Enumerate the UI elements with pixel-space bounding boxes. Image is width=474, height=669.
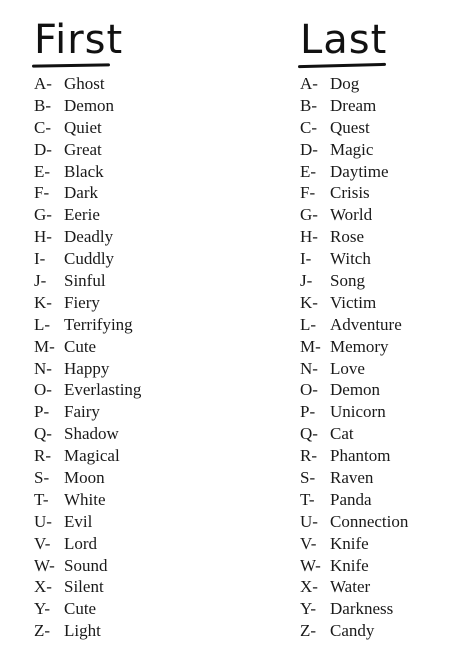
last-entry-letter: Y- xyxy=(300,599,317,619)
last-entry-word: Memory xyxy=(330,336,389,356)
first-entry-word: Magical xyxy=(64,446,120,466)
last-entry xyxy=(300,248,408,270)
first-entry xyxy=(34,270,141,292)
first-entry xyxy=(34,423,141,445)
last-entry xyxy=(300,139,408,161)
last-entry xyxy=(300,73,408,95)
first-entry-letter: B- xyxy=(34,95,51,115)
first-entry xyxy=(34,576,141,598)
last-entry-word: World xyxy=(330,205,373,225)
last-entry xyxy=(300,95,408,117)
first-entry-letter: M- xyxy=(34,336,55,356)
first-entry-word: Fiery xyxy=(64,292,100,312)
first-entry-word: Lord xyxy=(64,533,98,553)
last-entry-word: Adventure xyxy=(330,314,402,334)
last-entry-letter: S- xyxy=(300,468,316,488)
last-entry-letter: R- xyxy=(300,446,317,466)
last-entry xyxy=(300,161,408,183)
first-entry-letter: A- xyxy=(34,74,52,93)
first-entry-word: Evil xyxy=(64,511,93,531)
first-entry-letter: X- xyxy=(34,577,52,597)
last-entry-letter: T- xyxy=(300,489,315,509)
first-entry xyxy=(34,555,141,577)
first-entry-letter: V- xyxy=(34,533,51,553)
last-entry-letter: N- xyxy=(300,358,318,378)
first-entry-letter: F- xyxy=(34,183,50,203)
first-entry xyxy=(34,379,141,401)
first-entry-letter: Z- xyxy=(34,621,51,641)
first-entry-letter: Q- xyxy=(34,424,52,444)
last-entry xyxy=(300,533,408,555)
last-entry xyxy=(300,270,408,292)
last-entry xyxy=(300,467,408,489)
last-entry xyxy=(300,445,408,467)
first-entry xyxy=(34,204,141,226)
last-entry-word: Dog xyxy=(330,74,360,93)
first-entry-letter: P- xyxy=(34,402,50,422)
last-entry xyxy=(300,489,408,511)
first-entry-word: Sound xyxy=(64,555,108,575)
last-entry-letter: W- xyxy=(300,555,321,575)
last-entry-word: Cat xyxy=(330,424,354,444)
first-entry xyxy=(34,467,141,489)
last-entry xyxy=(300,182,408,204)
last-entry-word: Quest xyxy=(330,117,370,137)
last-entry xyxy=(300,598,408,620)
last-entry-letter: B- xyxy=(300,95,317,115)
last-heading xyxy=(300,18,387,68)
first-entry-letter: S- xyxy=(34,468,50,488)
last-entry-word: Crisis xyxy=(330,183,370,203)
last-entry-letter: V- xyxy=(300,533,317,553)
last-entry-word: Demon xyxy=(330,380,381,400)
last-entry-letter: A- xyxy=(300,74,318,93)
first-entry-word: Great xyxy=(64,139,102,159)
last-entry-letter: X- xyxy=(300,577,318,597)
first-entry-word: White xyxy=(64,489,106,509)
last-entry xyxy=(300,117,408,139)
first-entry-word: Moon xyxy=(64,468,105,488)
last-entry-word: Phantom xyxy=(330,446,391,466)
last-entry-letter: H- xyxy=(300,227,318,247)
first-entry-word: Cuddly xyxy=(64,249,115,269)
last-entry-letter: O- xyxy=(300,380,318,400)
last-entry-letter: I- xyxy=(300,249,312,269)
last-entry xyxy=(300,511,408,533)
first-heading-text: First xyxy=(34,17,124,63)
first-entry xyxy=(34,620,141,642)
last-heading-underline xyxy=(298,63,386,68)
last-entry xyxy=(300,401,408,423)
first-entry xyxy=(34,117,141,139)
first-entry xyxy=(34,358,141,380)
first-entry xyxy=(34,445,141,467)
first-entry xyxy=(34,336,141,358)
first-entry-letter: U- xyxy=(34,511,52,531)
first-entry xyxy=(34,533,141,555)
last-entries-list xyxy=(300,73,408,642)
last-entry xyxy=(300,204,408,226)
first-entry-letter: K- xyxy=(34,292,52,312)
first-entry-letter: O- xyxy=(34,380,52,400)
first-entry xyxy=(34,489,141,511)
first-entry-letter: E- xyxy=(34,161,51,181)
last-entry-letter: P- xyxy=(300,402,316,422)
last-entry-word: Panda xyxy=(330,489,372,509)
last-entry-letter: D- xyxy=(300,139,318,159)
last-entry-word: Knife xyxy=(330,555,369,575)
first-entry-word: Cute xyxy=(64,336,97,356)
last-entry xyxy=(300,620,408,642)
first-entry-letter: R- xyxy=(34,446,51,466)
first-entry xyxy=(34,314,141,336)
first-heading xyxy=(34,18,123,68)
first-entry-word: Quiet xyxy=(64,117,102,137)
last-entry-word: Magic xyxy=(330,139,374,159)
first-entry xyxy=(34,182,141,204)
first-entry xyxy=(34,598,141,620)
first-entry-word: Shadow xyxy=(64,424,119,444)
first-entry-word: Dark xyxy=(64,183,98,203)
last-entry xyxy=(300,292,408,314)
last-heading-text: Last xyxy=(300,17,388,63)
last-entry xyxy=(300,423,408,445)
last-entry xyxy=(300,576,408,598)
first-entry-word: Terrifying xyxy=(64,314,133,334)
first-entry-letter: T- xyxy=(34,489,49,509)
last-entry-word: Witch xyxy=(330,249,371,269)
last-entry-word: Dream xyxy=(330,95,377,115)
first-entry-word: Everlasting xyxy=(64,380,142,400)
first-entry xyxy=(34,292,141,314)
first-entry-word: Black xyxy=(64,161,104,181)
last-entry xyxy=(300,226,408,248)
first-entry-word: Silent xyxy=(64,577,104,597)
last-entry-word: Knife xyxy=(330,533,369,553)
first-entry-word: Eerie xyxy=(64,205,100,225)
last-entry xyxy=(300,358,408,380)
first-entry xyxy=(34,248,141,270)
first-entry-word: Demon xyxy=(64,95,115,115)
first-entry-word: Cute xyxy=(64,599,97,619)
last-entry-letter: Q- xyxy=(300,424,318,444)
first-entry-letter: D- xyxy=(34,139,52,159)
first-entry-letter: N- xyxy=(34,358,52,378)
first-entry-letter: I- xyxy=(34,249,46,269)
first-entry xyxy=(34,511,141,533)
first-entry-word: Light xyxy=(64,621,101,641)
first-entry-letter: L- xyxy=(34,314,51,334)
last-entry-letter: G- xyxy=(300,205,318,225)
last-entry-letter: M- xyxy=(300,336,321,356)
first-entry xyxy=(34,73,141,95)
first-entry-letter: G- xyxy=(34,205,52,225)
last-entry-letter: K- xyxy=(300,292,318,312)
first-entry-word: Fairy xyxy=(64,402,100,422)
last-entry-word: Song xyxy=(330,271,365,291)
first-entry-letter: Y- xyxy=(34,599,51,619)
first-entry-word: Happy xyxy=(64,358,110,378)
first-entry-letter: J- xyxy=(34,271,47,291)
last-entry-word: Raven xyxy=(330,468,374,488)
first-entry-word: Deadly xyxy=(64,227,114,247)
last-entry-word: Unicorn xyxy=(330,402,386,422)
last-entry-word: Rose xyxy=(330,227,364,247)
first-entry xyxy=(34,95,141,117)
last-entry-word: Victim xyxy=(330,292,377,312)
first-entry-letter: W- xyxy=(34,555,55,575)
last-entry xyxy=(300,336,408,358)
last-entry-word: Candy xyxy=(330,621,375,641)
last-entry-letter: U- xyxy=(300,511,318,531)
first-entry-word: Sinful xyxy=(64,271,106,291)
last-entry-letter: Z- xyxy=(300,621,317,641)
last-entry xyxy=(300,379,408,401)
first-entry-letter: H- xyxy=(34,227,52,247)
first-entry xyxy=(34,226,141,248)
first-entry-letter: C- xyxy=(34,117,51,137)
last-entry-word: Connection xyxy=(330,511,409,531)
last-entry-letter: F- xyxy=(300,183,316,203)
last-entry-letter: L- xyxy=(300,314,317,334)
last-entry-letter: E- xyxy=(300,161,317,181)
last-entry xyxy=(300,314,408,336)
last-entry-letter: C- xyxy=(300,117,317,137)
last-entry-letter: J- xyxy=(300,271,313,291)
first-entry xyxy=(34,401,141,423)
last-entry-word: Love xyxy=(330,358,365,378)
last-entry-word: Water xyxy=(330,577,371,597)
first-entries-list xyxy=(34,73,141,642)
last-entry xyxy=(300,555,408,577)
first-heading-underline xyxy=(32,63,110,67)
first-entry-word: Ghost xyxy=(64,74,105,93)
first-entry xyxy=(34,139,141,161)
last-entry-word: Daytime xyxy=(330,161,389,181)
last-entry-word: Darkness xyxy=(330,599,394,619)
first-entry xyxy=(34,161,141,183)
